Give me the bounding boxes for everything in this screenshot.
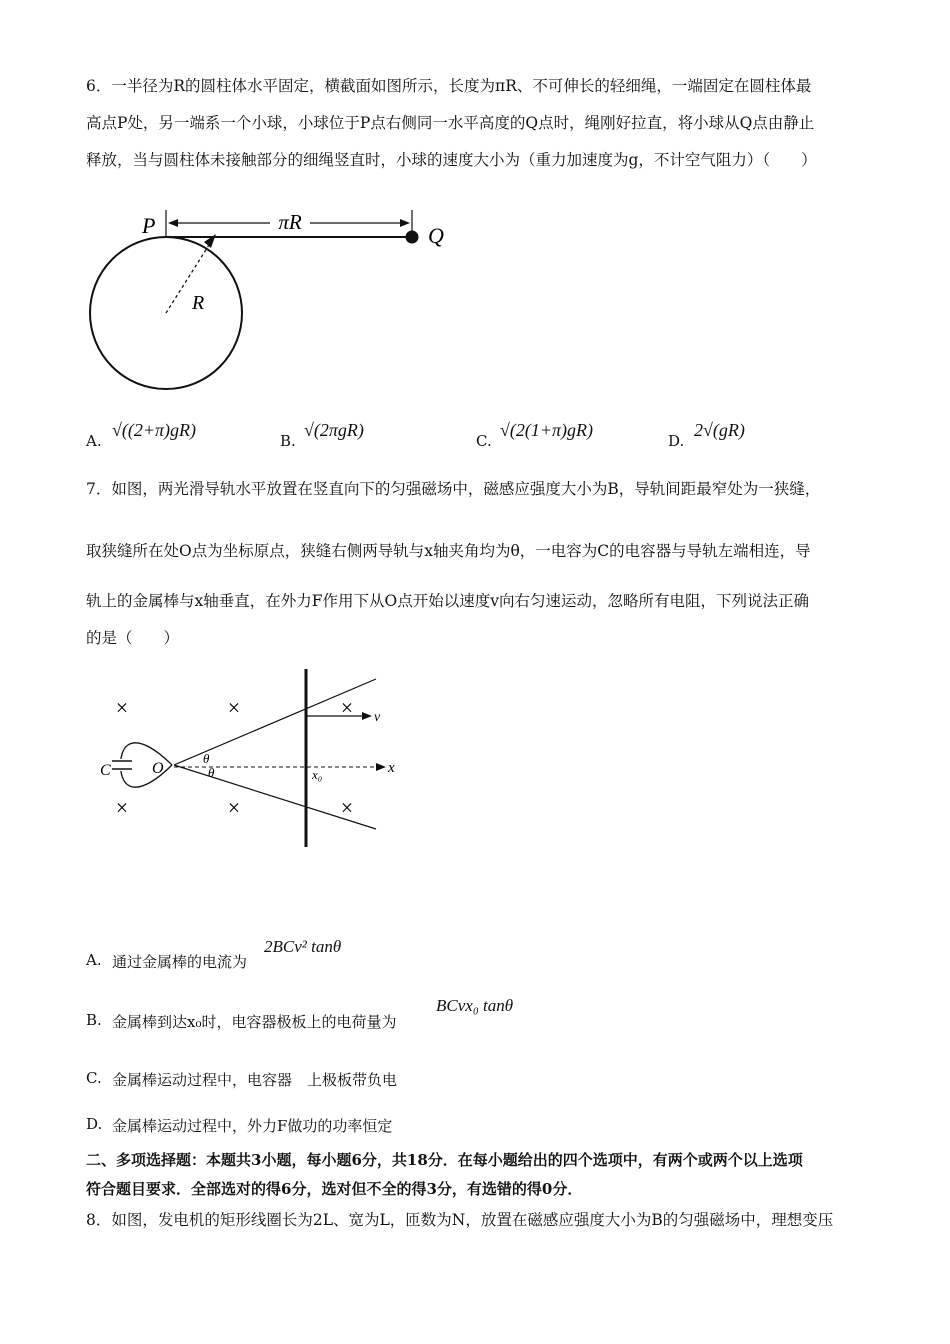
- q7-option-c-label[interactable]: C.: [86, 1069, 102, 1087]
- q7-option-b-formula: BCvx₀ tanθ: [436, 996, 514, 1015]
- field-cross: ×: [340, 695, 354, 720]
- q6-option-b-value: √(2πgR): [304, 420, 364, 440]
- q6-line-3: 释放，当与圆柱体未接触部分的细绳竖直时，小球的速度大小为（重力加速度为g，不计空气阻力）（ ）: [86, 151, 817, 169]
- q7-option-a-label[interactable]: A.: [86, 951, 102, 969]
- q7-option-d-text: 金属棒运动过程中，外力F做功的功率恒定: [112, 1117, 393, 1135]
- q7-line-1: 7．如图，两光滑导轨水平放置在竖直向下的匀强磁场中，磁感应强度大小为B，导轨间距最窄处为一狭缝，: [86, 480, 821, 498]
- section2-line-1: 二、多项选择题：本题共3小题，每小题6分，共18分．在每小题给出的四个选项中，有两个或两个以上选项: [86, 1151, 803, 1169]
- label-o: O: [152, 760, 164, 777]
- q7-option-c-text: 金属棒运动过程中，电容器 上极板带负电: [112, 1071, 398, 1089]
- q7-figure: [100, 665, 420, 855]
- field-cross: ×: [115, 795, 129, 820]
- field-cross: ×: [115, 695, 129, 720]
- q7-line-2: 取狭缝所在处O点为坐标原点，狭缝右侧两导轨与x轴夹角均为θ，一电容为C的电容器与导轨左端相连，导: [86, 542, 811, 560]
- length-label: πR: [278, 210, 302, 234]
- q7-line-3: 轨上的金属棒与x轴垂直，在外力F作用下从O点开始以速度v向右匀速运动，忽略所有电阻，下列说法正确: [86, 592, 809, 610]
- ball-q: [406, 231, 419, 244]
- label-theta-upper: θ: [203, 751, 210, 766]
- q6-option-a-label[interactable]: A.: [86, 432, 102, 450]
- q7-line-4: 的是（ ）: [86, 629, 180, 647]
- label-p: P: [142, 213, 156, 238]
- label-theta-lower: θ: [208, 765, 215, 780]
- q6-option-c-value: √(2(1+π)gR): [500, 420, 594, 440]
- q7-option-d-label[interactable]: D.: [86, 1115, 103, 1133]
- q7-option-a-text: 通过金属棒的电流为: [112, 953, 248, 971]
- section2-line-2: 符合题目要求．全部选对的得6分，选对但不全的得3分，有选错的得0分．: [86, 1180, 583, 1198]
- q6-option-d-value: 2√(gR): [694, 420, 745, 440]
- q7-option-a-formula: 2BCv² tanθ: [264, 937, 342, 956]
- q6-figure: [80, 205, 460, 415]
- q6-option-a-value: √((2+π)gR): [112, 420, 197, 440]
- label-r: R: [192, 292, 205, 314]
- label-x: x: [388, 760, 395, 776]
- field-cross: ×: [340, 795, 354, 820]
- label-q: Q: [428, 223, 444, 248]
- label-c: C: [100, 762, 111, 779]
- radius-line: [166, 237, 214, 313]
- q6-line-1: 6．一半径为R的圆柱体水平固定，横截面如图所示，长度为πR、不可伸长的轻细绳，一端固定在圆柱体最: [86, 77, 812, 95]
- q7-option-b-label[interactable]: B.: [86, 1011, 102, 1029]
- q6-option-c-label[interactable]: C.: [476, 432, 492, 450]
- q6-option-b-label[interactable]: B.: [280, 432, 296, 450]
- label-v: v: [374, 710, 381, 725]
- q6-line-2: 高点P处，另一端系一个小球，小球位于P点右侧同一水平高度的Q点时，绳刚好拉直，将小球从Q点由静止: [86, 114, 815, 132]
- q7-option-b-text: 金属棒到达x₀时，电容器极板上的电荷量为: [112, 1013, 397, 1031]
- field-cross: ×: [227, 795, 241, 820]
- label-x0: x₀: [312, 767, 323, 782]
- q6-option-d-label[interactable]: D.: [668, 432, 685, 450]
- field-cross: ×: [227, 695, 241, 720]
- q8-line-1: 8．如图，发电机的矩形线圈长为2L、宽为L，匝数为N，放置在磁感应强度大小为B的匀强磁场中，理想变压: [86, 1211, 834, 1229]
